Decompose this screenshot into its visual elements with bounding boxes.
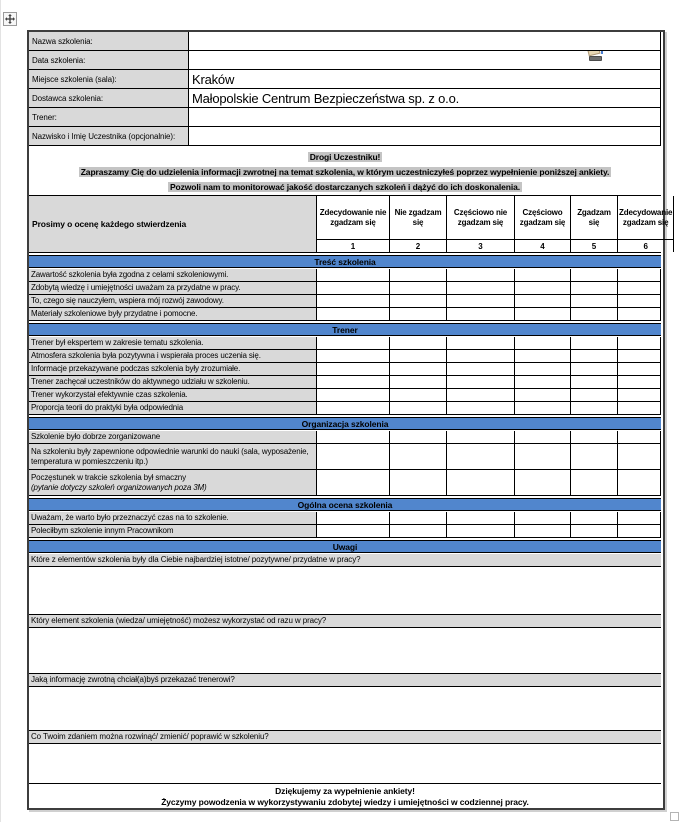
statement-row <box>29 282 661 295</box>
rating-cell[interactable] <box>515 295 571 307</box>
statement-label: Materiały szkoleniowe były przydatne i pomocne. <box>29 308 317 320</box>
scale-number: 4 <box>515 240 571 252</box>
rating-cell[interactable] <box>317 431 390 443</box>
rating-cell[interactable] <box>390 389 447 401</box>
rating-cell[interactable] <box>390 350 447 362</box>
info-value-input[interactable]: Kraków <box>189 70 661 88</box>
rating-cell[interactable] <box>515 308 571 320</box>
statement-label: Trener wykorzystał efektywnie czas szkolenia. <box>29 389 317 401</box>
info-row-miejsce <box>29 70 661 89</box>
rating-cell[interactable] <box>571 470 618 495</box>
statement-label: Szkolenie było dobrze zorganizowane <box>29 431 317 443</box>
statement-label: To, czego się nauczyłem, wspiera mój rozwój zawodowy. <box>29 295 317 307</box>
statement-row <box>29 363 661 376</box>
scale-numbers-row <box>317 240 674 252</box>
rating-cell[interactable] <box>515 269 571 281</box>
rating-cell[interactable] <box>515 431 571 443</box>
info-label: Nazwisko i Imię Uczestnika (opcjonalnie): <box>29 127 189 145</box>
scale-number: 3 <box>447 240 515 252</box>
rating-cell[interactable] <box>317 282 390 294</box>
statement-label: Zdobytą wiedzę i umiejętności uważam za przydatne w pracy. <box>29 282 317 294</box>
rating-cell[interactable] <box>447 363 515 375</box>
footer-line-2: Życzymy powodzenia w wykorzystywaniu zdobytej wiedzy i umiejętności w codziennej pracy. <box>161 797 529 807</box>
rating-cell[interactable] <box>317 337 390 349</box>
info-label: Trener: <box>29 108 189 126</box>
rating-cell[interactable] <box>515 389 571 401</box>
rating-cell[interactable] <box>618 376 661 388</box>
page-edge-line <box>0 0 1 822</box>
statement-row <box>29 269 661 282</box>
rating-cell[interactable] <box>317 269 390 281</box>
rating-cell[interactable] <box>571 431 618 443</box>
info-row-uczestnik <box>29 127 661 146</box>
rating-cell[interactable] <box>618 470 661 495</box>
rating-cell[interactable] <box>515 337 571 349</box>
info-value-input[interactable] <box>189 127 661 145</box>
rating-cell[interactable] <box>571 444 618 469</box>
section-header-uwagi: Uwagi <box>29 540 661 553</box>
info-row-data <box>29 51 661 70</box>
statement-text: Poczęstunek w trakcie szkolenia był smaczny <box>31 472 186 482</box>
comment-answer-area[interactable] <box>29 687 661 731</box>
intro-line-2: Zapraszamy Cię do udzielenia informacji zwrotnej na temat szkolenia, w którym uczestniczyłeś poprzez wypełnienie poniższej ankiety. <box>80 167 610 177</box>
comment-question: Jaką informację zwrotną chciał(a)byś przekazać trenerowi? <box>29 674 661 687</box>
scale-labels-row <box>317 196 674 240</box>
statement-label: Na szkoleniu były zapewnione odpowiednie warunki do nauki (sala, wyposażenie, temperatura w pomieszczeniu itp.) <box>29 444 317 469</box>
rating-cell[interactable] <box>515 363 571 375</box>
rating-cell[interactable] <box>390 282 447 294</box>
rating-header-row <box>29 196 673 253</box>
rating-cell[interactable] <box>618 512 661 524</box>
rating-cell[interactable] <box>447 308 515 320</box>
rating-cell[interactable] <box>447 402 515 414</box>
scale-number: 1 <box>317 240 390 252</box>
survey-form-table <box>27 30 673 810</box>
comment-question: Co Twoim zdaniem można rozwinąć/ zmienić/ poprawić w szkoleniu? <box>29 731 661 744</box>
scale-label: Zdecydowanie zgadzam się <box>618 196 674 239</box>
rating-cell[interactable] <box>571 269 618 281</box>
statement-label: Trener był ekspertem w zakresie tematu szkolenia. <box>29 337 317 349</box>
rating-cell[interactable] <box>515 376 571 388</box>
info-label: Nazwa szkolenia: <box>29 32 189 50</box>
rating-cell[interactable] <box>515 470 571 495</box>
rating-cell[interactable] <box>390 512 447 524</box>
rating-cell[interactable] <box>618 444 661 469</box>
rating-cell[interactable] <box>571 525 618 537</box>
info-row-dostawca <box>29 89 661 108</box>
rating-cell[interactable] <box>317 402 390 414</box>
info-value-input[interactable]: Małopolskie Centrum Bezpieczeństwa sp. z o.o. <box>189 89 661 107</box>
rating-cell[interactable] <box>571 512 618 524</box>
info-row-nazwa <box>29 32 661 51</box>
rating-cell[interactable] <box>515 282 571 294</box>
statement-row <box>29 444 661 470</box>
statement-row <box>29 389 661 402</box>
info-row-trener <box>29 108 661 127</box>
rating-cell[interactable] <box>618 308 661 320</box>
rating-cell[interactable] <box>618 282 661 294</box>
rating-cell[interactable] <box>390 337 447 349</box>
scale-label: Zgadzam się <box>571 196 618 239</box>
statement-row <box>29 512 661 525</box>
rating-cell[interactable] <box>515 402 571 414</box>
info-label: Miejsce szkolenia (sala): <box>29 70 189 88</box>
move-cross-icon <box>5 14 15 24</box>
rating-cell[interactable] <box>618 350 661 362</box>
rating-cell[interactable] <box>571 402 618 414</box>
rating-cell[interactable] <box>317 525 390 537</box>
rating-cell[interactable] <box>618 402 661 414</box>
rating-cell[interactable] <box>618 389 661 401</box>
rating-cell[interactable] <box>447 512 515 524</box>
rating-cell[interactable] <box>390 444 447 469</box>
rating-cell[interactable] <box>447 295 515 307</box>
rating-cell[interactable] <box>515 525 571 537</box>
comment-answer-area[interactable] <box>29 567 661 615</box>
rating-cell[interactable] <box>390 431 447 443</box>
table-move-handle[interactable] <box>3 12 17 26</box>
rating-cell[interactable] <box>447 470 515 495</box>
rating-cell[interactable] <box>618 363 661 375</box>
statement-row <box>29 337 661 350</box>
info-value-input[interactable] <box>189 108 661 126</box>
comment-question: Które z elementów szkolenia były dla Ciebie najbardziej istotne/ pozytywne/ przydatne w pracy? <box>29 554 661 567</box>
rating-cell[interactable] <box>390 470 447 495</box>
intro-line-1: Drogi Uczestniku! <box>309 152 381 162</box>
rating-cell[interactable] <box>447 525 515 537</box>
rating-cell[interactable] <box>317 389 390 401</box>
rating-cell[interactable] <box>571 282 618 294</box>
scale-label: Nie zgadzam się <box>390 196 447 239</box>
rating-cell[interactable] <box>317 444 390 469</box>
statement-row <box>29 470 661 496</box>
rating-cell[interactable] <box>447 350 515 362</box>
rating-cell[interactable] <box>390 308 447 320</box>
rating-cell[interactable] <box>571 363 618 375</box>
intro-block <box>29 146 661 196</box>
comment-question: Który element szkolenia (wiedza/ umiejętność) możesz wykorzystać od razu w pracy? <box>29 615 661 628</box>
rating-cell[interactable] <box>447 444 515 469</box>
rating-scale-header <box>317 196 674 252</box>
rating-cell[interactable] <box>390 363 447 375</box>
rating-cell[interactable] <box>317 470 390 495</box>
section-header-ogolna-ocena: Ogólna ocena szkolenia <box>29 498 661 511</box>
rating-cell[interactable] <box>571 295 618 307</box>
rating-cell[interactable] <box>515 444 571 469</box>
footer-block <box>29 784 661 808</box>
comment-answer-area[interactable] <box>29 744 661 784</box>
footer-line-1: Dziękujemy za wypełnienie ankiety! <box>275 786 415 796</box>
section-header-tresc-szkolenia: Treść szkolenia <box>29 255 661 268</box>
rating-cell[interactable] <box>571 376 618 388</box>
rating-cell[interactable] <box>618 525 661 537</box>
rating-cell[interactable] <box>317 350 390 362</box>
scale-number: 5 <box>571 240 618 252</box>
statement-note-italic: (pytanie dotyczy szkoleń organizowanych poza 3M) <box>31 482 207 492</box>
rating-cell[interactable] <box>447 282 515 294</box>
rating-cell[interactable] <box>571 337 618 349</box>
statement-label <box>29 470 317 495</box>
rating-cell[interactable] <box>571 308 618 320</box>
embedded-object-icon[interactable] <box>587 51 605 62</box>
table-resize-handle[interactable] <box>670 812 679 821</box>
rating-cell[interactable] <box>390 525 447 537</box>
scale-number: 2 <box>390 240 447 252</box>
scale-label: Częściowo zgadzam się <box>515 196 571 239</box>
comment-answer-area[interactable] <box>29 628 661 674</box>
scale-label: Częściowo nie zgadzam się <box>447 196 515 239</box>
rating-cell[interactable] <box>571 350 618 362</box>
statement-row <box>29 525 661 538</box>
rating-cell[interactable] <box>447 431 515 443</box>
statement-row <box>29 308 661 321</box>
scale-number: 6 <box>618 240 674 252</box>
rating-cell[interactable] <box>515 512 571 524</box>
rating-cell[interactable] <box>317 363 390 375</box>
rating-cell[interactable] <box>390 402 447 414</box>
statement-label: Proporcja teorii do praktyki była odpowiednia <box>29 402 317 414</box>
statement-row <box>29 402 661 415</box>
section-header-organizacja: Organizacja szkolenia <box>29 417 661 430</box>
rating-cell[interactable] <box>618 431 661 443</box>
rating-cell[interactable] <box>618 337 661 349</box>
rating-cell[interactable] <box>390 376 447 388</box>
statement-label: Poleciłbym szkolenie innym Pracownikom <box>29 525 317 537</box>
rating-cell[interactable] <box>618 269 661 281</box>
rating-cell[interactable] <box>390 295 447 307</box>
info-label: Data szkolenia: <box>29 51 189 69</box>
rating-cell[interactable] <box>447 269 515 281</box>
rating-cell[interactable] <box>447 389 515 401</box>
rating-cell[interactable] <box>447 376 515 388</box>
rating-cell[interactable] <box>317 295 390 307</box>
rating-cell[interactable] <box>515 350 571 362</box>
statement-row <box>29 295 661 308</box>
rating-cell[interactable] <box>317 512 390 524</box>
info-label: Dostawca szkolenia: <box>29 89 189 107</box>
statement-label: Trener zachęcał uczestników do aktywnego udziału w szkoleniu. <box>29 376 317 388</box>
scale-label: Zdecydowanie nie zgadzam się <box>317 196 390 239</box>
statement-row <box>29 376 661 389</box>
statement-row <box>29 431 661 444</box>
statement-label: Uważam, że warto było przeznaczyć czas na to szkolenie. <box>29 512 317 524</box>
rating-cell[interactable] <box>317 308 390 320</box>
statement-label: Atmosfera szkolenia była pozytywna i wspierała proces uczenia się. <box>29 350 317 362</box>
info-value-input[interactable] <box>189 32 661 50</box>
rating-cell[interactable] <box>571 389 618 401</box>
intro-line-3: Pozwoli nam to monitorować jakość dostarczanych szkoleń i dążyć do ich doskonalenia. <box>169 182 521 192</box>
section-header-trener: Trener <box>29 323 661 336</box>
statement-label: Zawartość szkolenia była zgodna z celami szkoleniowymi. <box>29 269 317 281</box>
rating-prompt: Prosimy o ocenę każdego stwierdzenia <box>29 196 317 252</box>
rating-cell[interactable] <box>447 337 515 349</box>
statement-row <box>29 350 661 363</box>
rating-cell[interactable] <box>618 295 661 307</box>
statement-label: Informacje przekazywane podczas szkolenia były zrozumiałe. <box>29 363 317 375</box>
rating-cell[interactable] <box>390 269 447 281</box>
rating-cell[interactable] <box>317 376 390 388</box>
info-value-input[interactable] <box>189 51 661 69</box>
